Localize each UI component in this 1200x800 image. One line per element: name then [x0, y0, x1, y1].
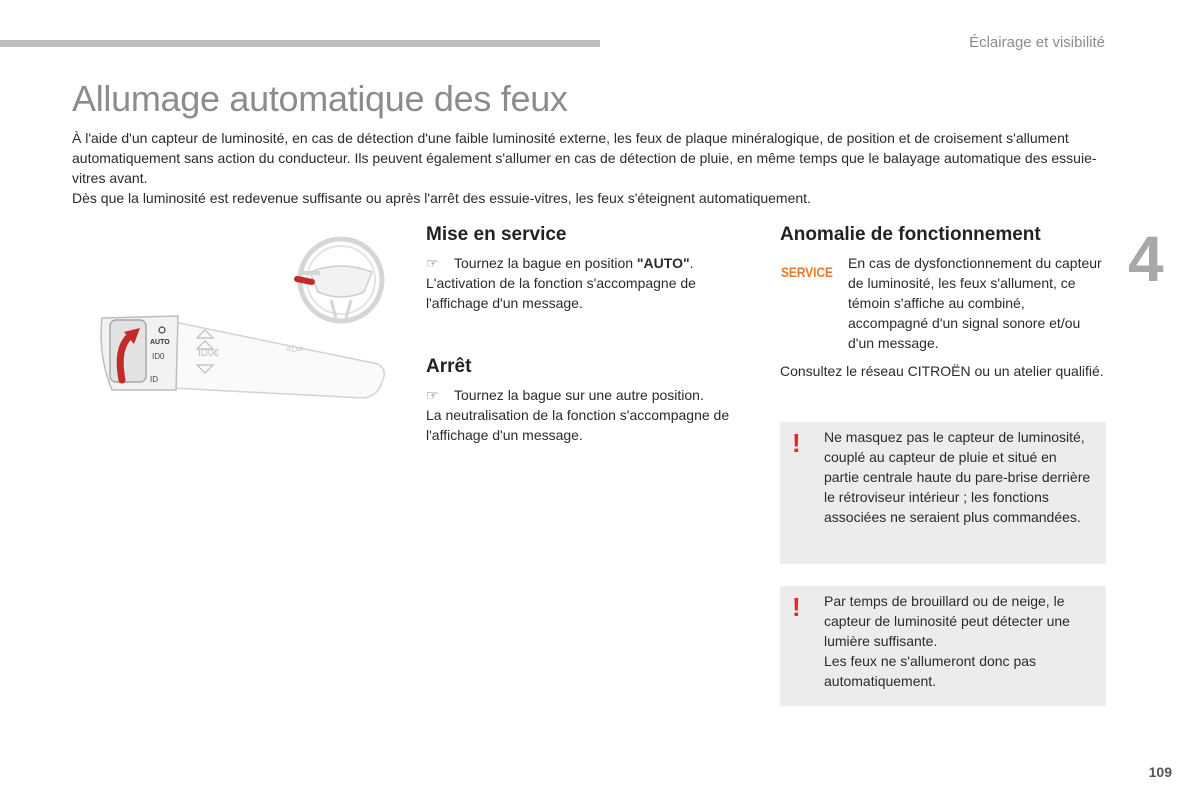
instruction-line — [426, 385, 746, 405]
intro-paragraph: À l'aide d'un capteur de luminosité, en cas de détection d'une faible luminosité externe, les feux de plaque minéralogique, de position et de croisement s'allument automatiquement sans action du conducteur. Ils peuvent également s'allumer en cas de détection de pluie, en même temps que le balayage automatique des essuie-vitres avant. — [72, 130, 1097, 186]
note-text: Ne masquez pas le capteur de luminosité, couplé au capteur de pluie et situé en partie centrale haute du pare-brise derrière le rétroviseur intérieur ; les fonctions associées ne seraient plus commandées. — [824, 429, 1091, 525]
header-rule — [0, 40, 600, 47]
lighting-stalk-illustration — [88, 230, 408, 430]
exclamation-icon: ! — [792, 592, 801, 622]
steering-wheel-icon — [297, 239, 382, 321]
auto-label: AUTO — [150, 339, 170, 346]
mise-en-service-section — [426, 225, 746, 313]
arret-section — [426, 357, 746, 445]
svg-text:ID: ID — [150, 375, 158, 384]
svg-text:≡D≡: ≡D≡ — [286, 344, 304, 354]
intro-paragraph: Dès que la luminosité est redevenue suffisante ou après l'arrêt des essuie-vitres, les feux s'éteignent automatiquement. — [72, 190, 811, 206]
instruction-punct: . — [689, 255, 694, 271]
anomalie-section — [780, 225, 1105, 381]
service-label: SERVICE — [781, 264, 833, 280]
chapter-number: 4 — [1128, 223, 1164, 295]
instruction-line — [426, 253, 746, 273]
warning-note — [780, 422, 1106, 564]
auto-position-label: "AUTO" — [636, 255, 690, 271]
note-text: Les feux ne s'allumeront donc pas automatiquement. — [824, 653, 1037, 689]
note-text: Par temps de brouillard ou de neige, le capteur de luminosité peut détecter une lumière suffisante. — [824, 593, 1070, 649]
section-heading: Arrêt — [426, 356, 472, 377]
activation-text: L'activation de la fonction s'accompagne de l'affichage d'un message. — [426, 275, 696, 311]
intro-text — [72, 128, 1112, 208]
page-title: Allumage automatique des feux — [72, 78, 568, 119]
rotary-ring — [101, 316, 178, 390]
consult-text: Consultez le réseau CITROËN ou un atelier qualifié. — [780, 363, 1104, 379]
instruction-text: Tournez la bague sur une autre position. — [454, 387, 704, 403]
pointing-hand-icon: ☞ — [426, 255, 439, 271]
service-warning-icon — [780, 253, 848, 286]
pointing-hand-icon: ☞ — [426, 387, 439, 403]
warning-note — [780, 586, 1106, 706]
exclamation-icon: ! — [792, 428, 801, 458]
svg-text:ID0€: ID0€ — [198, 348, 220, 359]
svg-text:ID0: ID0 — [152, 352, 165, 361]
deactivation-text: La neutralisation de la fonction s'accompagne de l'affichage d'un message. — [426, 407, 730, 443]
section-name: Éclairage et visibilité — [969, 34, 1105, 51]
instruction-text: Tournez la bague en position — [454, 255, 637, 271]
page-number: 109 — [1148, 764, 1172, 780]
section-heading: Anomalie de fonctionnement — [780, 224, 1041, 245]
stalk-body — [172, 322, 384, 398]
anomalie-text: En cas de dysfonctionnement du capteur de luminosité, les feux s'allument, ce témoin s'affiche au combiné, accompagné d'un signal sonore et/ou d'un message. — [848, 255, 1102, 351]
section-heading: Mise en service — [426, 224, 567, 245]
